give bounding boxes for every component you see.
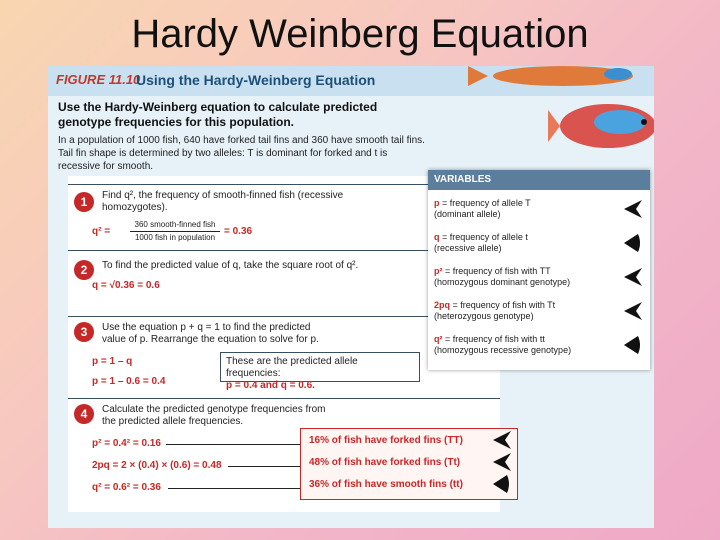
- allele-frequency-note: [220, 352, 420, 391]
- divider: [68, 398, 500, 399]
- forked-tail-icon: [624, 268, 642, 286]
- fraction-bar: [130, 231, 220, 232]
- variables-header: VARIABLES: [428, 170, 650, 190]
- step-4-equation-1: p² = 0.4² = 0.16: [92, 438, 161, 449]
- variable-q: q = frequency of allele t (recessive allele): [434, 232, 528, 253]
- arrow-line: [168, 488, 316, 489]
- forked-tail-icon: [624, 302, 642, 320]
- variable-p-squared: p² = frequency of fish with TT (homozygous dominant genotype): [434, 266, 571, 287]
- figure-title: Using the Hardy-Weinberg Equation: [136, 72, 376, 88]
- arrow-line: [166, 444, 316, 445]
- step-number-2: 2: [74, 260, 94, 280]
- step-1-numerator: 360 smooth-finned fish: [134, 220, 216, 229]
- step-1-lhs: q² =: [92, 226, 111, 237]
- step-4-text: Calculate the predicted genotype frequencies from the predicted allele frequencies.: [102, 404, 326, 427]
- variable-2pq: 2pq = frequency of fish with Tt (heterozygous genotype): [434, 300, 556, 321]
- step-3-equation-2: p = 1 – 0.6 = 0.4: [92, 376, 166, 387]
- smooth-tail-icon: [624, 234, 642, 252]
- variable-q-squared: q² = frequency of fish with tt (homozygous recessive genotype): [434, 334, 572, 355]
- task-statement: Use the Hardy-Weinberg equation to calculate predicted genotype frequencies for this population.: [58, 100, 378, 129]
- note-values: p = 0.4 and q = 0.6.: [226, 380, 315, 391]
- step-1-text: Find q², the frequency of smooth-finned fish (recessive homozygotes).: [102, 190, 344, 213]
- variable-p: p = frequency of allele T (dominant allele): [434, 198, 531, 219]
- fish-image-top: [468, 66, 654, 88]
- variables-panel: [428, 170, 650, 370]
- fish-image-bottom: [548, 98, 654, 156]
- genotype-results-box: [300, 428, 518, 500]
- slide-title: Hardy Weinberg Equation: [131, 12, 589, 56]
- step-1-result: = 0.36: [224, 226, 253, 237]
- forked-tail-icon: [493, 453, 511, 471]
- step-4-equation-2: 2pq = 2 × (0.4) × (0.6) = 0.48: [92, 460, 222, 471]
- step-4-equation-3: q² = 0.6² = 0.36: [92, 482, 161, 493]
- step-3-text: Use the equation p + q = 1 to find the predicted value of p. Rearrange the equation to solve for p.: [102, 322, 319, 345]
- forked-tail-icon: [624, 200, 642, 218]
- step-2-equation: q = √0.36 = 0.6: [92, 280, 160, 291]
- step-3-equation-1: p = 1 – q: [92, 356, 133, 367]
- result-tt-smooth: 36% of fish have smooth fins (tt): [309, 479, 463, 490]
- smooth-tail-icon: [493, 475, 511, 493]
- step-number-1: 1: [74, 192, 94, 212]
- forked-tail-icon: [493, 431, 511, 449]
- result-tt-hetero: 48% of fish have forked fins (Tt): [309, 457, 461, 468]
- step-number-3: 3: [74, 322, 94, 342]
- figure-panel: [48, 66, 654, 528]
- smooth-tail-icon: [624, 336, 642, 354]
- note-text: These are the predicted allele frequencies:: [226, 356, 358, 379]
- step-1-denominator: 1000 fish in population: [134, 233, 216, 242]
- step-2-text: To find the predicted value of q, take the square root of q².: [102, 260, 359, 271]
- intro-text: In a population of 1000 fish, 640 have forked tail fins and 360 have smooth tail fins. Tail fin shape is determined by two alleles: T is dominant for forked and t is recessive for smooth.: [58, 135, 425, 172]
- result-tt-forked: 16% of fish have forked fins (TT): [309, 435, 463, 446]
- figure-number: FIGURE 11.10: [56, 72, 141, 87]
- step-number-4: 4: [74, 404, 94, 424]
